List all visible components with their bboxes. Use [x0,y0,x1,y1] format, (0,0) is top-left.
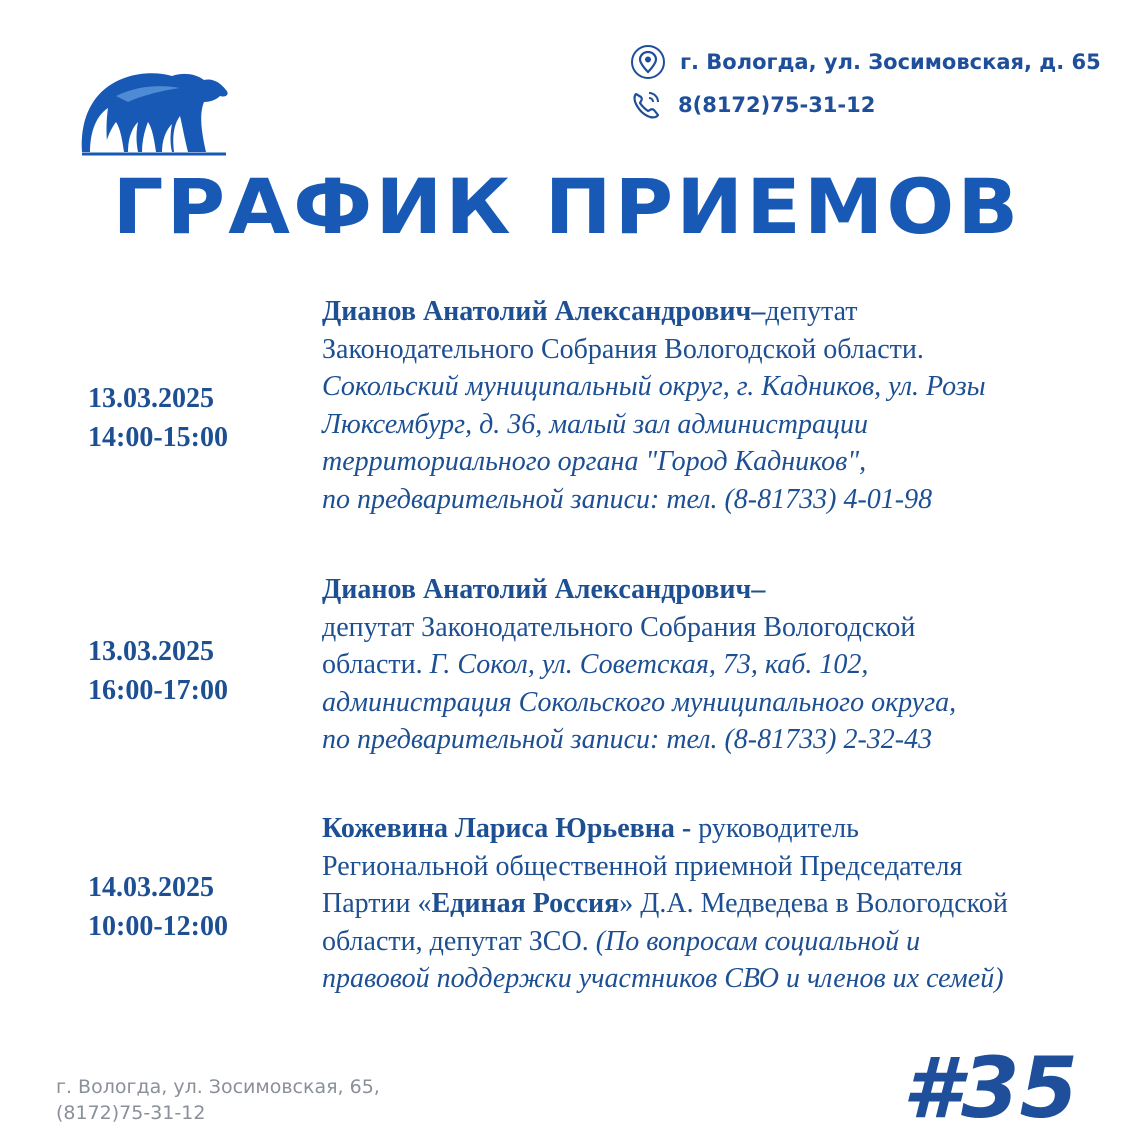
entry-2-line-3 [322,646,1122,684]
entry-2-booking: по предварительной записи: тел. (8-81733) 2-32-43 [322,724,933,755]
entry-2-line-2: депутат Законодательного Собрания Вологодской [322,611,916,643]
entry-3-time: 10:00-12:00 [88,911,228,942]
entry-1-details [322,293,1122,518]
entry-3-note-1: (По вопросам социальной и [595,925,921,957]
entry-3-details [322,810,1122,998]
entry-1-time: 14:00-15:00 [88,422,228,453]
location-pin-icon [630,44,666,80]
entry-2-date: 13.03.2025 [88,636,214,667]
entry-2-name: Дианов Анатолий Александрович [322,574,752,605]
entry-1-line-1 [322,293,1122,331]
entry-3-name: Кожевина Лариса Юрьевна - [322,813,692,844]
entry-3-role: руководитель [691,813,859,844]
entry-2-details [322,571,1122,759]
entry-3-note-2: правовой поддержки участников СВО и членов их семей) [322,963,1004,994]
entry-3-line-2: Региональной общественной приемной Председателя [322,850,963,882]
header-phone-text: 8(8172)75-31-12 [678,93,876,117]
entry-1-date: 13.03.2025 [88,383,214,414]
entry-2-sep: – [751,574,766,605]
entry-1-line-2: Законодательного Собрания Вологодской области. [322,333,924,365]
entry-2-line-1 [322,571,1122,609]
region-hashtag: #35 [902,1039,1078,1137]
header-address-text: г. Вологда, ул. Зосимовская, д. 65 [680,50,1101,74]
entry-1-role: депутат [765,296,858,327]
footer-address: г. Вологда, ул. Зосимовская, 65, [56,1076,380,1098]
entry-1-location-3: территориального органа "Город Кадников", [322,446,867,477]
entry-3-line-4 [322,923,1122,961]
bear-logo-icon [76,66,234,158]
entry-1-location-2: Люксембург, д. 36, малый зал администрации [322,408,868,440]
entry-2-datetime [88,632,228,710]
entry-3-line-1 [322,810,1122,848]
entry-2-location-2: администрация Сокольского муниципального округа, [322,686,957,718]
entry-1-name: Дианов Анатолий Александрович [322,296,752,327]
entry-2-location-1: Г. Сокол, ул. Советская, 73, каб. 102, [429,649,869,680]
entry-1-datetime [88,379,228,457]
header-address [630,44,1101,80]
entry-1-booking: по предварительной записи: тел. (8-81733) 4-01-98 [322,483,933,515]
phone-icon [630,90,664,120]
entry-2-time: 16:00-17:00 [88,675,228,706]
entry-3-line-3-b: » Д.А. Медведева в Вологодской [619,888,1008,919]
footer-contact [56,1074,380,1126]
footer-phone: (8172)75-31-12 [56,1102,206,1124]
entry-1-location-1: Сокольский муниципальный округ, г. Кадников, ул. Розы [322,371,986,402]
entry-3-line-3 [322,885,1122,923]
entry-1-sep: – [751,296,766,327]
page-title: ГРАФИК ПРИЕМОВ [112,162,1022,251]
entry-3-datetime [88,868,228,946]
entry-3-line-3-a: Партии « [322,888,432,919]
entry-3-party-name: Единая Россия [431,888,620,919]
entry-3-date: 14.03.2025 [88,872,214,903]
entry-3-line-4-normal: области, депутат ЗСО. [322,925,596,957]
entry-2-line-3-normal: области. [322,649,430,680]
header-phone [630,90,875,120]
